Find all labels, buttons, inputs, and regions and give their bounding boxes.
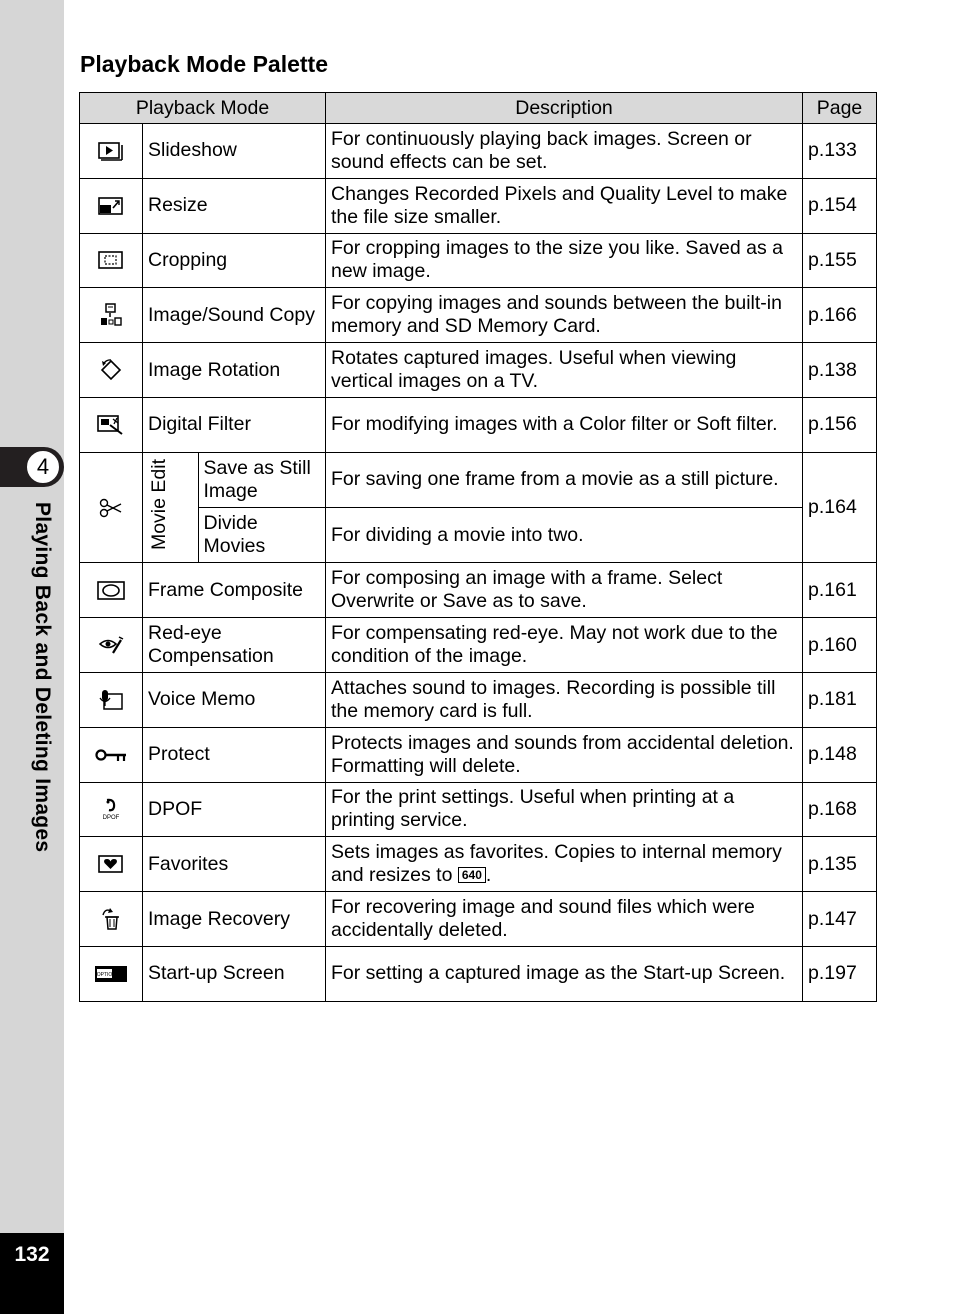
page-ref: p.138: [803, 343, 877, 398]
resize-icon: [85, 196, 137, 216]
header-page: Page: [803, 93, 877, 124]
page-ref: p.164: [803, 452, 877, 563]
table-row: [80, 946, 877, 1001]
page-ref: p.166: [803, 288, 877, 343]
mode-name: Divide Movies: [203, 512, 266, 558]
svg-text:DPOF: DPOF: [102, 815, 120, 822]
chapter-title: Playing Back and Deleting Images: [31, 502, 54, 853]
table-row: [80, 563, 877, 618]
table-row: [80, 618, 877, 673]
slideshow-icon: [85, 141, 137, 161]
red-eye-icon: [85, 634, 137, 656]
mode-description: For copying images and sounds between the built-in memory and SD Memory Card.: [326, 288, 803, 343]
copy-icon: [85, 303, 137, 327]
mode-name: Resize: [143, 178, 326, 233]
favorites-description-end: .: [485, 864, 492, 887]
mode-description: For saving one frame from a movie as a still picture.: [326, 452, 803, 507]
mode-description: For the print settings. Useful when printing at a printing service.: [326, 782, 803, 837]
mode-description: For modifying images with a Color filter or Soft filter.: [326, 397, 803, 452]
mode-description: For cropping images to the size you like. Saved as a new image.: [326, 233, 803, 288]
mode-description: For compensating red-eye. May not work due to the condition of the image.: [326, 618, 803, 673]
page-ref: p.161: [803, 563, 877, 618]
mode-description: For setting a captured image as the Start-up Screen.: [326, 946, 803, 1001]
image-recovery-icon: [85, 907, 137, 931]
svg-text:OPTIO: OPTIO: [96, 971, 113, 978]
table-row: [80, 233, 877, 288]
movie-edit-label: Movie Edit: [148, 459, 170, 551]
mode-name: Image Rotation: [143, 343, 326, 398]
table-row: [80, 452, 877, 507]
table-row: [80, 397, 877, 452]
voice-memo-icon: [85, 689, 137, 711]
page-ref: p.168: [803, 782, 877, 837]
mode-description: Protects images and sounds from accidental deletion. Formatting will delete.: [326, 727, 803, 782]
table-row: [80, 727, 877, 782]
mode-description: Rotates captured images. Useful when viewing vertical images on a TV.: [326, 343, 803, 398]
page-ref: p.197: [803, 946, 877, 1001]
startup-screen-icon: [85, 965, 137, 983]
mode-name: Red-eye Compensation: [143, 618, 326, 673]
mode-name: Favorites: [143, 837, 326, 892]
rotation-icon: [85, 359, 137, 381]
mode-name: DPOF: [143, 782, 326, 837]
mode-description: [326, 837, 803, 892]
resolution-640-badge: 640: [458, 867, 486, 883]
mode-name: Start-up Screen: [143, 946, 326, 1001]
cropping-icon: [85, 250, 137, 270]
header-playback-mode: Playback Mode: [80, 93, 326, 124]
mode-description: For recovering image and sound files which were accidentally deleted.: [326, 892, 803, 947]
mode-name: Save as Still Image: [198, 453, 325, 508]
table-row: [80, 782, 877, 837]
page-number: 132: [14, 1243, 50, 1266]
table-row: [80, 892, 877, 947]
frame-composite-icon: [85, 580, 137, 600]
table-row: [80, 178, 877, 233]
mode-name: Cropping: [143, 233, 326, 288]
chapter-number: 4: [26, 450, 60, 484]
section-title: Playback Mode Palette: [80, 51, 328, 77]
page-ref: p.148: [803, 727, 877, 782]
favorites-heart-icon: [85, 854, 137, 874]
mode-description: For continuously playing back images. Screen or sound effects can be set.: [326, 124, 803, 179]
page-ref: p.181: [803, 672, 877, 727]
mode-name: Image Recovery: [143, 892, 326, 947]
mode-name: Frame Composite: [143, 563, 326, 618]
mode-description: For dividing a movie into two.: [326, 508, 803, 563]
favorites-description: Sets images as favorites. Copies to internal memory and resizes to: [331, 841, 782, 887]
scissors-icon: [85, 497, 137, 519]
mode-description: For composing an image with a frame. Select Overwrite or Save as to save.: [326, 563, 803, 618]
table-row: [80, 124, 877, 179]
header-description: Description: [326, 93, 803, 124]
page-ref: p.147: [803, 892, 877, 947]
table-row: [80, 288, 877, 343]
mode-name: Digital Filter: [143, 397, 326, 452]
playback-mode-table: [79, 92, 877, 1002]
mode-name: Image/Sound Copy: [143, 288, 326, 343]
mode-name: Voice Memo: [143, 672, 326, 727]
mode-description: Changes Recorded Pixels and Quality Level to make the file size smaller.: [326, 178, 803, 233]
table-row: [80, 672, 877, 727]
page-ref: p.135: [803, 837, 877, 892]
mode-name: Protect: [143, 727, 326, 782]
mode-description: Attaches sound to images. Recording is possible till the memory card is full.: [326, 672, 803, 727]
protect-key-icon: [85, 747, 137, 763]
page-ref: p.154: [803, 178, 877, 233]
page-ref: p.160: [803, 618, 877, 673]
table-row: [80, 343, 877, 398]
digital-filter-icon: [85, 414, 137, 436]
dpof-icon: [85, 797, 137, 821]
mode-name: Slideshow: [143, 124, 326, 179]
movie-edit-subtable: [143, 453, 325, 563]
page-ref: p.133: [803, 124, 877, 179]
page-ref: p.156: [803, 397, 877, 452]
page-ref: p.155: [803, 233, 877, 288]
table-row: [80, 837, 877, 892]
